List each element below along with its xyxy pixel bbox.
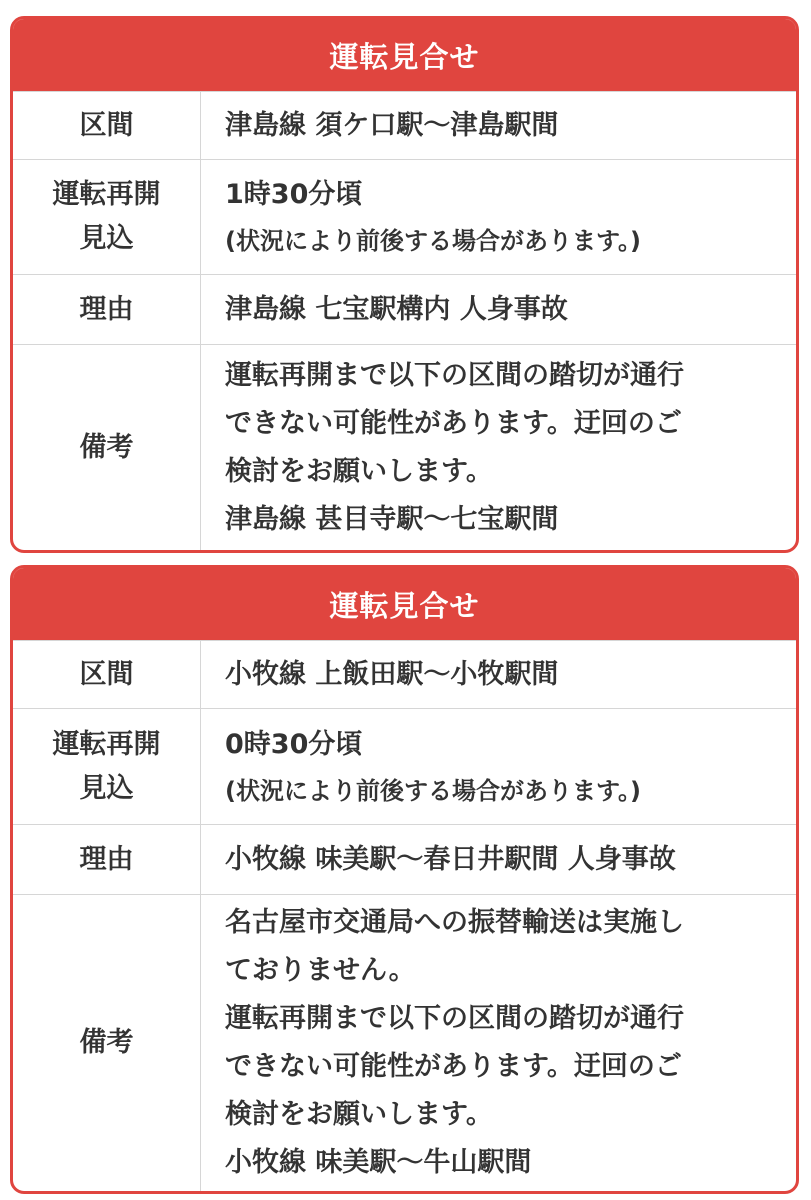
reason-value: 小牧線 味美駅〜春日井駅間 人身事故	[225, 843, 676, 875]
section-value: 小牧線 上飯田駅〜小牧駅間	[225, 658, 559, 690]
remarks-line: 名古屋市交通局への振替輸送は実施し	[225, 907, 684, 938]
remarks-line: 運転再開まで以下の区間の踏切が通行	[225, 359, 684, 391]
section-value: 津島線 須ケ口駅〜津島駅間	[225, 109, 559, 141]
reason-row	[13, 274, 796, 344]
resume-label-line1: 運転再開	[52, 179, 161, 210]
section-row	[13, 91, 796, 159]
resume-label	[13, 160, 201, 274]
resume-note: (状況により前後する場合があります。)	[225, 227, 642, 255]
reason-row	[13, 824, 796, 894]
resume-value	[201, 160, 796, 274]
remarks-line: ておりません。	[225, 955, 416, 986]
service-notice-card	[10, 16, 799, 553]
resume-note: (状況により前後する場合があります。)	[225, 776, 642, 805]
remarks-line: 検討をお願いします。	[225, 455, 493, 487]
remarks-line: 運転再開まで以下の区間の踏切が通行	[225, 1003, 684, 1034]
remarks-row	[13, 894, 796, 1191]
resume-label-line2: 見込	[79, 772, 134, 804]
resume-row	[13, 708, 796, 824]
resume-value	[201, 709, 796, 824]
resume-label-line1: 運転再開	[52, 728, 161, 760]
resume-label-line2: 見込	[79, 223, 134, 254]
reason-label: 理由	[13, 825, 201, 894]
remarks-value	[201, 895, 796, 1191]
remarks-row	[13, 344, 796, 550]
remarks-value	[201, 345, 796, 550]
notice-header: 運転見合せ	[13, 19, 796, 91]
remarks-line: 小牧線 味美駅〜牛山駅間	[225, 1147, 532, 1178]
service-notice-card	[10, 565, 799, 1194]
resume-time: 0時30分頃	[225, 728, 363, 760]
resume-row	[13, 159, 796, 274]
reason-label: 理由	[13, 275, 201, 344]
section-row	[13, 640, 796, 708]
notice-header: 運転見合せ	[13, 568, 796, 640]
remarks-line: 津島線 甚目寺駅〜七宝駅間	[225, 503, 559, 535]
remarks-line: できない可能性があります。迂回のご	[225, 1051, 682, 1082]
remarks-label: 備考	[13, 895, 201, 1191]
section-label: 区間	[13, 92, 201, 159]
remarks-line: できない可能性があります。迂回のご	[225, 407, 682, 439]
remarks-label: 備考	[13, 345, 201, 550]
section-label: 区間	[13, 641, 201, 708]
reason-value: 津島線 七宝駅構内 人身事故	[225, 293, 568, 325]
resume-time: 1時30分頃	[225, 179, 363, 210]
resume-label	[13, 709, 201, 824]
remarks-line: 検討をお願いします。	[225, 1099, 493, 1130]
